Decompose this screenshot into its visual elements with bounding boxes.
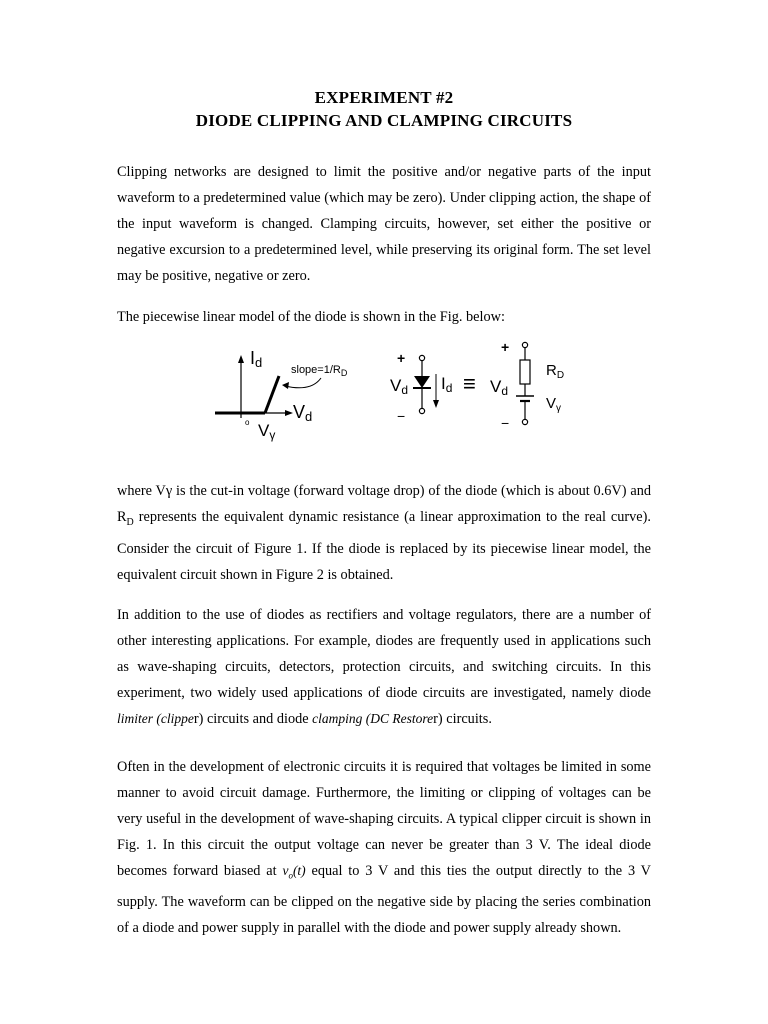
diode-current-label: Id	[441, 374, 453, 395]
slope-pointer	[285, 378, 321, 388]
paragraph-clipping-intro: Clipping networks are designed to limit the positive and/or negative parts of the input waveform to a predetermined value (which may be zero). Under clipping action, the shape of the input waveform is changed. Clamping circuits, however, set either the positive or negative excursion to a predetermined level, while preserving its original form. The set level may be positive, negative or zero.	[117, 164, 651, 284]
slope-arrow-icon	[282, 382, 289, 389]
slope-label: $slope=1/R_D$	[291, 364, 348, 378]
paragraph-applications: In addition to the use of diodes as rectifiers and voltage regulators, there are a number of other interesting applications. For example, diodes are frequently used in applications such as wave-shaping circuits, detectors, protection circuits, and switching circuits. In this experiment, two widely used applications of diode circuits are investigated, namely diode limiter (clipper) circuits and diode clamping (DC Restorer) circuits.	[117, 607, 651, 727]
paragraph-piecewise-model: The piecewise linear model of the diode is shown in the Fig. below:	[117, 309, 505, 325]
diode-plus-label: +	[397, 350, 406, 366]
diode-bottom-terminal	[419, 408, 424, 413]
clamping-term: clamping (DC Restore	[312, 711, 434, 726]
resistor-label: $R_D$	[546, 362, 565, 381]
origin-label: o	[245, 418, 250, 427]
y-axis-label: Id	[250, 348, 263, 370]
resistor-icon	[520, 360, 530, 384]
on-region-line	[265, 376, 279, 413]
limiter-term: limiter (clippe	[117, 711, 194, 726]
paragraph-cutin-voltage: where Vγ is the cut-in voltage (forward voltage drop) of the diode (which is about 0.6V) and $R_D$ represents the equivalent dynamic resistance (a linear approximation to the real curve). Consider the circuit of Figure 1. If the diode is replaced by its piecewise linear model, the equivalent circuit shown in Figure 2 is obtained.	[117, 483, 651, 583]
document-title: DIODE CLIPPING AND CLAMPING CIRCUITS	[195, 111, 573, 130]
output-voltage-symbol: $v_o(t)$	[282, 863, 306, 881]
equivalence-sign: ≡	[463, 371, 476, 396]
equivalent-circuit	[490, 339, 564, 431]
x-axis-label: Vd	[293, 402, 313, 424]
equiv-voltage-label: Vd	[490, 377, 509, 398]
diode-symbol	[390, 350, 452, 424]
diode-iv-graph	[215, 348, 348, 442]
x-axis-arrow-icon	[285, 410, 293, 416]
equiv-minus-label: −	[501, 415, 510, 431]
equiv-top-terminal	[522, 342, 527, 347]
source-label: $V_\gamma$	[546, 395, 562, 414]
diode-top-terminal	[419, 355, 424, 360]
diode-triangle-icon	[414, 376, 430, 388]
equiv-bottom-terminal	[522, 419, 527, 424]
diode-model-figure	[205, 336, 580, 446]
diode-minus-label: −	[397, 408, 406, 424]
cutin-label: Vγ	[258, 421, 276, 442]
y-axis-arrow-icon	[238, 355, 244, 363]
experiment-number: EXPERIMENT #2	[314, 88, 454, 107]
current-arrow-icon	[433, 400, 439, 408]
paragraph-clipper-circuit: Often in the development of electronic circuits it is required that voltages be limited in some manner to avoid circuit damage. Furthermore, the limiting or clipping of voltages can be very useful in the development of wave-shaping circuits. A typical clipper circuit is shown in Fig. 1. In this circuit the output voltage can never be greater than 3 V. The ideal diode becomes forward biased at $v_o(t)$ equal to 3 V and this ties the output directly to the 3 V supply. The waveform can be clipped on the negative side by placing the series combination of a diode and power supply in parallel with the diode and power supply already shown.	[117, 759, 651, 936]
diode-voltage-label: Vd	[390, 376, 409, 397]
equiv-plus-label: +	[501, 339, 510, 355]
